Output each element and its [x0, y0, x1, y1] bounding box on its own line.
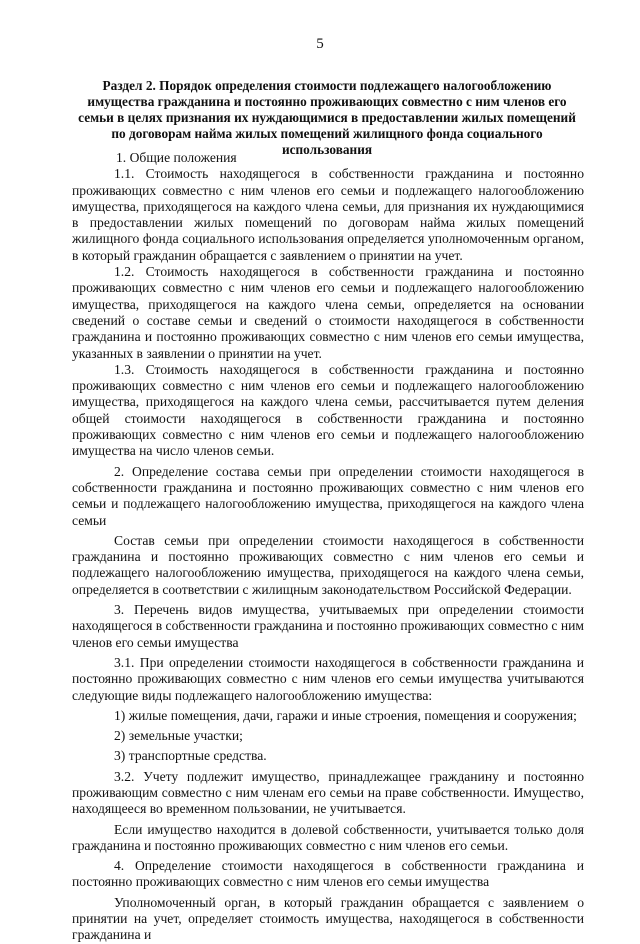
- paragraph-4-heading: 4. Определение стоимости находящегося в собственности гражданина и постоянно проживающих совместно с ним членов его семьи имущества: [72, 858, 584, 890]
- list-item-land-plots: 2) земельные участки;: [114, 728, 243, 744]
- list-item-dwellings: 1) жилые помещения, дачи, гаражи и иные строения, помещения и сооружения;: [114, 707, 577, 723]
- paragraph-general-provisions-heading: 1. Общие положения: [116, 150, 237, 165]
- paragraph-1-1: 1.1. Стоимость находящегося в собственности гражданина и постоянно проживающих совместно с ним членов его семьи и подлежащего налогообложению имущества, приходящегося на каждого члена семьи, для признания их нуждающимися в предоставлении жилых помещений по договорам найма жилых помещений жилищного фонда социального использования определяется уполномоченным органом, в который гражданин обращается с заявлением о принятии на учет.: [72, 166, 584, 263]
- section-title: Раздел 2. Порядок определения стоимости подлежащего налогообложению имущества гражданина и постоянно проживающих совместно с ним членов его семьи в целях признания их нуждающимися в предоставлении жилых помещений по договорам найма жилых помещений жилищного фонда социального использования: [78, 78, 576, 157]
- list-item-vehicles: 3) транспортные средства.: [114, 748, 267, 764]
- paragraph-3-1: 3.1. При определении стоимости находящегося в собственности гражданина и постоянно проживающих совместно с ним членов его семьи имущества учитываются следующие виды подлежащего налогообложению имущества:: [72, 654, 584, 703]
- paragraph-4-body: Уполномоченный орган, в который гражданин обращается с заявлением о принятии на учет, определяет стоимость имущества, находящегося в собственности гражданина и: [72, 894, 584, 943]
- paragraph-3-heading: 3. Перечень видов имущества, учитываемых при определении стоимости находящегося в собственности гражданина и постоянно проживающих совместно с ним членов его семьи имущества: [72, 602, 584, 650]
- paragraph-3-2: 3.2. Учету подлежит имущество, принадлежащее гражданину и постоянно проживающим совместно с ним членам его семьи на праве собственности. Имущество, находящееся во временном пользовании, не учитывается.: [72, 768, 584, 817]
- paragraph-2-body: Состав семьи при определении стоимости находящегося в собственности гражданина и постоянно проживающих совместно с ним членов его семьи и подлежащего налогообложению имущества, приходящегося на каждого члена семьи, определяется в соответствии с жилищным законодательством Российской Федерации.: [72, 532, 584, 597]
- document-body: [72, 150, 584, 944]
- paragraph-shared-ownership: Если имущество находится в долевой собственности, учитывается только доля гражданина и постоянно проживающих совместно с ним членов его семьи.: [72, 821, 584, 853]
- paragraph-1-3: 1.3. Стоимость находящегося в собственности гражданина и постоянно проживающих совместно с ним членов его семьи и подлежащего налогообложению имущества, приходящегося на каждого члена семьи, рассчитывается путем деления общей стоимости находящегося в собственности гражданина и постоянно проживающих совместно с ним членов его семьи и подлежащего налогообложению имущества на число членов семьи.: [72, 361, 584, 459]
- page-number: 5: [316, 36, 324, 52]
- paragraph-1-2: 1.2. Стоимость находящегося в собственности гражданина и постоянно проживающих совместно с ним членов его семьи и подлежащего налогообложению имущества, приходящегося на каждого члена семьи, определяется на основании сведений о составе семьи и сведений о стоимости находящегося в собственности гражданина и постоянно проживающих совместно с ним членов его семьи имущества, указанных в заявлении о принятии на учет.: [72, 264, 584, 361]
- paragraph-2-heading: 2. Определение состава семьи при определении стоимости находящегося в собственности гражданина и постоянно проживающих совместно с ним членов его семьи и подлежащего налогообложению имущества, приходящегося на каждого члена семьи: [72, 463, 584, 528]
